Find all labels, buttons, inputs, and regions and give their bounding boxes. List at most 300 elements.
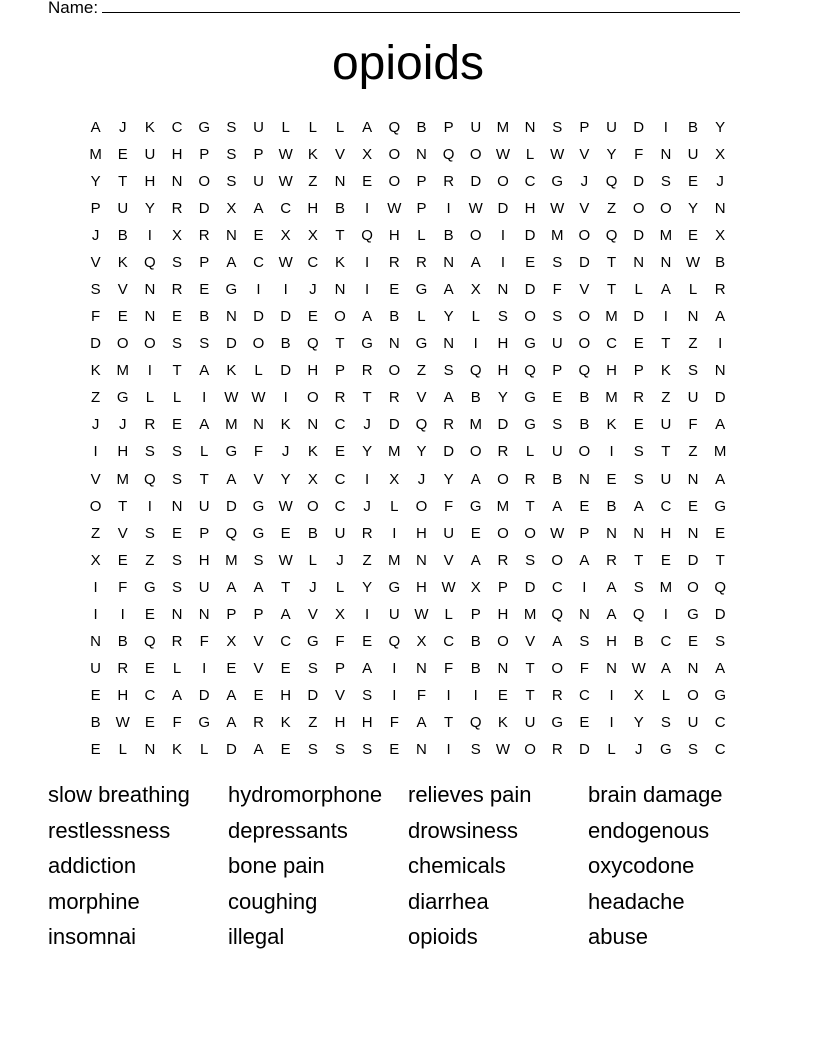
grid-cell[interactable]: K [660, 362, 671, 380]
grid-cell[interactable]: W [278, 497, 293, 515]
grid-cell[interactable]: A [552, 497, 563, 515]
grid-cell[interactable]: L [172, 660, 182, 678]
grid-cell[interactable]: I [446, 687, 451, 705]
grid-cell[interactable]: G [687, 605, 699, 623]
grid-cell[interactable]: E [307, 308, 318, 326]
grid-cell[interactable]: S [144, 443, 155, 461]
grid-cell[interactable]: M [523, 605, 537, 623]
grid-cell[interactable]: A [552, 633, 563, 651]
grid-cell[interactable]: W [550, 145, 565, 163]
grid-cell[interactable]: O [578, 308, 591, 326]
grid-cell[interactable]: P [443, 118, 454, 136]
grid-cell[interactable]: O [388, 145, 401, 163]
grid-cell[interactable]: R [117, 660, 129, 678]
grid-cell[interactable]: X [226, 633, 237, 651]
grid-cell[interactable]: K [606, 416, 617, 434]
grid-cell[interactable]: N [253, 416, 264, 434]
grid-cell[interactable]: I [582, 578, 587, 596]
grid-cell[interactable]: C [334, 416, 346, 434]
grid-cell[interactable]: P [552, 362, 563, 380]
grid-cell[interactable]: P [253, 605, 264, 623]
grid-cell[interactable]: E [715, 524, 726, 542]
grid-cell[interactable]: I [718, 335, 723, 353]
grid-cell[interactable]: H [497, 335, 509, 353]
grid-cell[interactable]: U [660, 416, 672, 434]
grid-cell[interactable]: Q [388, 633, 401, 651]
grid-cell[interactable]: K [117, 253, 128, 271]
grid-cell[interactable]: G [469, 497, 482, 515]
grid-cell[interactable]: O [578, 226, 591, 244]
grid-cell[interactable]: D [198, 687, 210, 705]
grid-cell[interactable]: N [714, 362, 726, 380]
grid-cell[interactable]: U [687, 714, 699, 732]
grid-cell[interactable]: M [116, 470, 129, 488]
grid-cell[interactable]: R [334, 389, 346, 407]
grid-cell[interactable]: J [309, 578, 317, 596]
grid-cell[interactable]: E [497, 687, 508, 705]
grid-cell[interactable]: P [579, 524, 590, 542]
grid-cell[interactable]: N [334, 281, 346, 298]
grid-cell[interactable]: I [473, 335, 478, 353]
grid-cell[interactable]: N [90, 633, 101, 651]
grid-cell[interactable]: K [90, 362, 101, 380]
grid-cell[interactable]: Y [688, 199, 699, 217]
grid-cell[interactable]: Z [606, 199, 617, 217]
grid-cell[interactable]: C [144, 687, 156, 705]
grid-cell[interactable]: D [280, 308, 292, 326]
grid-cell[interactable]: A [199, 362, 210, 380]
grid-cell[interactable]: Y [144, 199, 155, 217]
grid-cell[interactable]: G [388, 578, 401, 596]
grid-cell[interactable]: C [660, 497, 672, 515]
grid-cell[interactable]: Q [632, 605, 645, 623]
grid-cell[interactable]: O [632, 199, 645, 217]
grid-cell[interactable]: O [687, 687, 699, 705]
grid-cell[interactable]: E [334, 443, 345, 461]
grid-cell[interactable]: N [497, 281, 509, 298]
grid-cell[interactable]: T [715, 551, 725, 569]
grid-cell[interactable]: A [253, 199, 264, 217]
grid-cell[interactable]: K [226, 362, 237, 380]
grid-cell[interactable]: Z [308, 714, 318, 732]
grid-cell[interactable]: D [524, 226, 536, 244]
grid-cell[interactable]: D [714, 389, 726, 407]
grid-cell[interactable]: Z [90, 524, 101, 542]
grid-cell[interactable]: E [579, 497, 590, 515]
grid-cell[interactable]: E [172, 416, 183, 434]
grid-cell[interactable]: N [606, 660, 617, 678]
grid-cell[interactable]: E [552, 389, 563, 407]
grid-cell[interactable]: J [716, 172, 724, 190]
grid-cell[interactable]: S [90, 281, 101, 298]
grid-cell[interactable]: V [307, 605, 318, 623]
grid-cell[interactable]: E [525, 253, 536, 271]
grid-cell[interactable]: O [524, 741, 536, 759]
grid-cell[interactable]: R [524, 470, 536, 488]
grid-cell[interactable]: A [226, 253, 237, 271]
grid-cell[interactable]: S [633, 470, 644, 488]
grid-cell[interactable]: B [715, 253, 726, 271]
grid-cell[interactable]: W [414, 605, 429, 623]
grid-cell[interactable]: E [688, 633, 699, 651]
grid-cell[interactable]: Z [90, 389, 101, 407]
grid-cell[interactable]: M [469, 416, 483, 434]
grid-cell[interactable]: Y [633, 714, 644, 732]
grid-cell[interactable]: B [117, 226, 128, 244]
grid-cell[interactable]: E [280, 524, 291, 542]
grid-cell[interactable]: S [334, 741, 345, 759]
grid-cell[interactable]: L [281, 118, 290, 136]
grid-cell[interactable]: I [147, 497, 152, 515]
grid-cell[interactable]: C [307, 253, 319, 271]
grid-cell[interactable]: W [278, 145, 293, 163]
grid-cell[interactable]: S [660, 172, 671, 190]
grid-cell[interactable]: Q [605, 172, 618, 190]
grid-cell[interactable]: S [552, 118, 563, 136]
grid-cell[interactable]: X [715, 145, 726, 163]
grid-cell[interactable]: M [605, 308, 618, 326]
grid-cell[interactable]: L [200, 443, 209, 461]
grid-cell[interactable]: D [524, 578, 536, 596]
grid-cell[interactable]: D [225, 741, 237, 759]
grid-cell[interactable]: D [633, 118, 645, 136]
grid-cell[interactable]: F [335, 633, 345, 651]
grid-cell[interactable]: A [362, 118, 373, 136]
grid-cell[interactable]: E [280, 660, 291, 678]
grid-cell[interactable]: G [198, 714, 211, 732]
grid-cell[interactable]: A [606, 578, 617, 596]
grid-cell[interactable]: N [171, 172, 183, 190]
grid-cell[interactable]: L [308, 118, 317, 136]
grid-cell[interactable]: T [525, 497, 535, 515]
grid-cell[interactable]: D [280, 362, 292, 380]
name-blank-line[interactable] [102, 0, 740, 13]
grid-cell[interactable]: L [607, 741, 616, 759]
grid-cell[interactable]: D [633, 308, 645, 326]
grid-cell[interactable]: A [253, 578, 264, 596]
grid-cell[interactable]: R [443, 416, 455, 434]
grid-cell[interactable]: E [199, 281, 210, 298]
grid-cell[interactable]: S [362, 741, 373, 759]
grid-cell[interactable]: E [389, 281, 400, 298]
grid-cell[interactable]: N [687, 470, 699, 488]
grid-cell[interactable]: I [365, 605, 370, 623]
grid-cell[interactable]: J [118, 118, 127, 136]
grid-cell[interactable]: J [91, 226, 100, 244]
grid-cell[interactable]: S [552, 416, 563, 434]
grid-cell[interactable]: G [306, 633, 319, 651]
grid-cell[interactable]: Y [90, 172, 101, 190]
grid-cell[interactable]: F [253, 443, 264, 461]
grid-cell[interactable]: Q [578, 362, 591, 380]
grid-cell[interactable]: Q [524, 362, 536, 380]
grid-cell[interactable]: D [497, 199, 509, 217]
grid-cell[interactable]: T [362, 389, 372, 407]
grid-cell[interactable]: O [524, 308, 536, 326]
grid-cell[interactable]: M [496, 497, 510, 515]
grid-cell[interactable]: N [416, 741, 427, 759]
grid-cell[interactable]: S [144, 524, 155, 542]
grid-cell[interactable]: E [362, 633, 373, 651]
grid-cell[interactable]: A [226, 714, 237, 732]
grid-cell[interactable]: M [496, 118, 510, 136]
grid-cell[interactable]: N [334, 172, 346, 190]
grid-cell[interactable]: O [469, 145, 482, 163]
grid-cell[interactable]: A [172, 687, 183, 705]
grid-cell[interactable]: M [388, 551, 401, 569]
grid-cell[interactable]: H [117, 687, 129, 705]
grid-cell[interactable]: O [687, 578, 699, 596]
grid-cell[interactable]: W [685, 253, 701, 271]
grid-cell[interactable]: Y [443, 470, 454, 488]
grid-cell[interactable]: M [89, 145, 102, 163]
grid-cell[interactable]: X [307, 226, 318, 244]
grid-cell[interactable]: N [225, 226, 237, 244]
grid-cell[interactable]: P [90, 199, 101, 217]
grid-cell[interactable]: O [578, 335, 591, 353]
grid-cell[interactable]: X [362, 145, 373, 163]
grid-cell[interactable]: H [171, 145, 183, 163]
grid-cell[interactable]: Y [362, 443, 373, 461]
grid-cell[interactable]: N [633, 524, 645, 542]
grid-cell[interactable]: S [172, 470, 183, 488]
grid-cell[interactable]: G [660, 741, 672, 759]
grid-cell[interactable]: T [661, 335, 671, 353]
grid-cell[interactable]: M [116, 362, 129, 380]
grid-cell[interactable]: Y [497, 389, 508, 407]
grid-cell[interactable]: A [226, 578, 237, 596]
grid-cell[interactable]: P [199, 253, 210, 271]
grid-cell[interactable]: B [117, 633, 128, 651]
grid-cell[interactable]: I [609, 443, 614, 461]
grid-cell[interactable]: I [473, 687, 478, 705]
grid-cell[interactable]: Q [144, 253, 156, 271]
grid-cell[interactable]: E [117, 551, 128, 569]
grid-cell[interactable]: N [307, 416, 319, 434]
grid-cell[interactable]: U [551, 335, 563, 353]
grid-cell[interactable]: M [659, 578, 673, 596]
grid-cell[interactable]: L [417, 308, 426, 326]
grid-cell[interactable]: H [361, 714, 373, 732]
grid-cell[interactable]: E [470, 524, 481, 542]
grid-cell[interactable]: X [470, 281, 481, 298]
grid-cell[interactable]: W [495, 741, 510, 759]
grid-cell[interactable]: I [93, 578, 98, 596]
grid-cell[interactable]: R [551, 687, 563, 705]
grid-cell[interactable]: Y [606, 145, 617, 163]
grid-cell[interactable]: O [578, 443, 591, 461]
grid-cell[interactable]: D [714, 605, 726, 623]
grid-cell[interactable]: N [687, 660, 699, 678]
grid-cell[interactable]: L [200, 741, 209, 759]
grid-cell[interactable]: E [633, 335, 644, 353]
grid-cell[interactable]: W [495, 145, 510, 163]
grid-cell[interactable]: I [609, 687, 614, 705]
grid-cell[interactable]: U [117, 199, 129, 217]
grid-cell[interactable]: I [365, 199, 370, 217]
grid-cell[interactable]: E [226, 660, 237, 678]
grid-cell[interactable]: S [226, 145, 237, 163]
grid-cell[interactable]: L [444, 605, 453, 623]
grid-cell[interactable]: D [578, 741, 590, 759]
grid-cell[interactable]: O [497, 524, 509, 542]
grid-cell[interactable]: C [714, 714, 726, 732]
grid-cell[interactable]: A [90, 118, 101, 136]
grid-cell[interactable]: N [225, 308, 237, 326]
grid-cell[interactable]: N [443, 253, 455, 271]
grid-cell[interactable]: L [172, 389, 182, 407]
grid-cell[interactable]: K [144, 118, 155, 136]
grid-cell[interactable]: S [688, 362, 699, 380]
grid-cell[interactable]: T [634, 551, 644, 569]
grid-cell[interactable]: D [443, 443, 455, 461]
grid-cell[interactable]: W [278, 253, 293, 271]
grid-cell[interactable]: R [416, 253, 427, 271]
grid-cell[interactable]: H [388, 226, 400, 244]
grid-cell[interactable]: R [198, 226, 210, 244]
grid-cell[interactable]: S [226, 172, 237, 190]
grid-cell[interactable]: P [416, 199, 427, 217]
grid-cell[interactable]: B [470, 389, 481, 407]
grid-cell[interactable]: D [225, 335, 237, 353]
grid-cell[interactable]: W [468, 199, 483, 217]
grid-cell[interactable]: L [688, 281, 698, 298]
grid-cell[interactable]: O [252, 335, 265, 353]
grid-cell[interactable]: I [663, 118, 668, 136]
grid-cell[interactable]: N [714, 199, 726, 217]
grid-cell[interactable]: U [551, 443, 563, 461]
grid-cell[interactable]: S [253, 551, 264, 569]
grid-cell[interactable]: F [118, 578, 128, 596]
grid-cell[interactable]: U [687, 389, 699, 407]
grid-cell[interactable]: F [389, 714, 399, 732]
grid-cell[interactable]: O [116, 335, 129, 353]
grid-cell[interactable]: Y [715, 118, 726, 136]
grid-cell[interactable]: K [497, 714, 508, 732]
grid-cell[interactable]: L [471, 308, 480, 326]
grid-cell[interactable]: O [89, 497, 102, 515]
grid-cell[interactable]: G [361, 335, 373, 353]
grid-cell[interactable]: O [660, 199, 672, 217]
grid-cell[interactable]: A [470, 253, 481, 271]
grid-cell[interactable]: I [120, 605, 125, 623]
grid-cell[interactable]: U [660, 470, 672, 488]
grid-cell[interactable]: N [416, 145, 427, 163]
grid-cell[interactable]: B [470, 660, 481, 678]
grid-cell[interactable]: N [578, 470, 590, 488]
grid-cell[interactable]: F [90, 308, 101, 326]
grid-cell[interactable]: H [497, 605, 509, 623]
grid-cell[interactable]: W [115, 714, 130, 732]
grid-cell[interactable]: L [118, 741, 127, 759]
grid-cell[interactable]: F [579, 660, 589, 678]
grid-cell[interactable]: H [144, 172, 156, 190]
grid-cell[interactable]: P [253, 145, 264, 163]
grid-cell[interactable]: B [90, 714, 101, 732]
grid-cell[interactable]: O [198, 172, 211, 190]
grid-cell[interactable]: L [525, 145, 535, 163]
grid-cell[interactable]: F [416, 687, 427, 705]
grid-cell[interactable]: S [552, 308, 563, 326]
grid-cell[interactable]: C [578, 687, 590, 705]
grid-cell[interactable]: Q [605, 226, 618, 244]
grid-cell[interactable]: P [199, 524, 210, 542]
grid-cell[interactable]: N [524, 118, 536, 136]
grid-cell[interactable]: H [497, 362, 509, 380]
grid-cell[interactable]: J [417, 470, 426, 488]
grid-cell[interactable]: J [580, 172, 589, 190]
grid-cell[interactable]: H [117, 443, 129, 461]
grid-cell[interactable]: B [606, 497, 617, 515]
grid-cell[interactable]: G [714, 497, 726, 515]
grid-cell[interactable]: R [144, 416, 156, 434]
grid-cell[interactable]: L [634, 281, 643, 298]
grid-cell[interactable]: I [392, 660, 397, 678]
grid-cell[interactable]: D [633, 172, 645, 190]
grid-cell[interactable]: T [525, 687, 535, 705]
grid-cell[interactable]: I [392, 524, 397, 542]
grid-cell[interactable]: S [172, 443, 183, 461]
grid-cell[interactable]: C [334, 470, 346, 488]
grid-cell[interactable]: N [388, 335, 400, 353]
grid-cell[interactable]: S [443, 362, 454, 380]
grid-cell[interactable]: S [307, 660, 318, 678]
grid-cell[interactable]: V [579, 145, 590, 163]
grid-cell[interactable]: G [524, 389, 536, 407]
grid-cell[interactable]: E [90, 741, 101, 759]
grid-cell[interactable]: R [497, 551, 509, 569]
grid-cell[interactable]: N [144, 741, 156, 759]
grid-cell[interactable]: K [307, 145, 318, 163]
grid-cell[interactable]: N [606, 524, 617, 542]
grid-cell[interactable]: J [634, 741, 643, 759]
grid-cell[interactable]: Z [416, 362, 427, 380]
grid-cell[interactable]: D [687, 551, 699, 569]
grid-cell[interactable]: T [199, 470, 209, 488]
grid-cell[interactable]: E [172, 308, 183, 326]
grid-cell[interactable]: C [606, 335, 617, 353]
grid-cell[interactable]: I [446, 741, 451, 759]
grid-cell[interactable]: H [524, 199, 536, 217]
grid-cell[interactable]: L [335, 118, 345, 136]
grid-cell[interactable]: G [225, 281, 238, 298]
grid-cell[interactable]: A [579, 551, 590, 569]
grid-cell[interactable]: G [415, 335, 428, 353]
grid-cell[interactable]: S [307, 741, 318, 759]
grid-cell[interactable]: M [388, 443, 401, 461]
grid-cell[interactable]: Q [388, 118, 401, 136]
grid-cell[interactable]: Y [443, 308, 454, 326]
grid-cell[interactable]: C [551, 578, 563, 596]
grid-cell[interactable]: V [253, 470, 264, 488]
grid-cell[interactable]: A [633, 497, 644, 515]
grid-cell[interactable]: C [524, 172, 536, 190]
grid-cell[interactable]: J [363, 497, 371, 515]
grid-cell[interactable]: L [390, 497, 399, 515]
grid-cell[interactable]: H [416, 578, 427, 596]
grid-cell[interactable]: B [552, 470, 563, 488]
grid-cell[interactable]: F [444, 660, 454, 678]
grid-cell[interactable]: M [225, 416, 238, 434]
grid-cell[interactable]: F [444, 497, 454, 515]
grid-cell[interactable]: U [198, 578, 210, 596]
grid-cell[interactable]: T [281, 578, 291, 596]
grid-cell[interactable]: V [90, 253, 101, 271]
grid-cell[interactable]: F [634, 145, 644, 163]
grid-cell[interactable]: V [525, 633, 536, 651]
grid-cell[interactable]: E [117, 145, 128, 163]
grid-cell[interactable]: V [443, 551, 454, 569]
